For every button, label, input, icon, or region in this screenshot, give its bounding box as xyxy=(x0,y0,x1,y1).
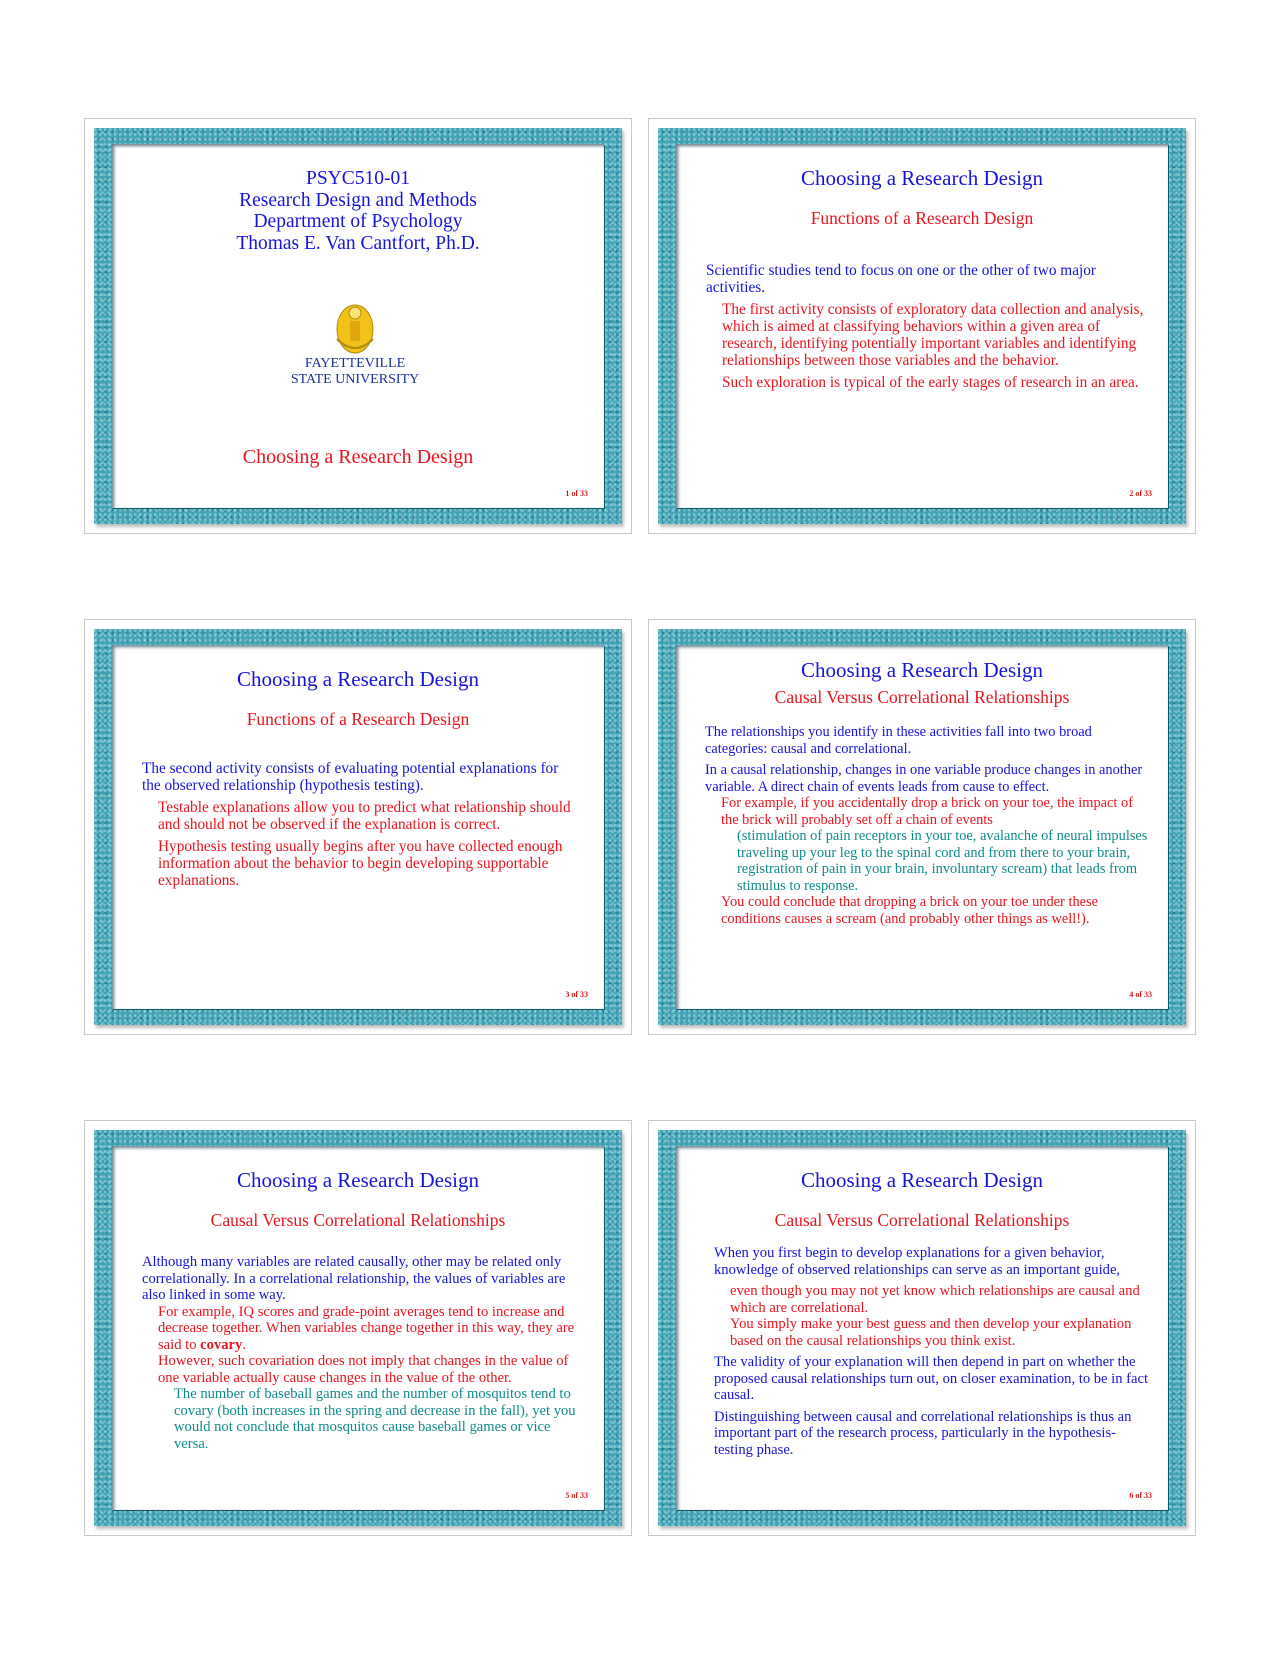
slide-title: Choosing a Research Design xyxy=(242,446,474,468)
seal-icon xyxy=(280,299,430,394)
bullet: The second activity consists of evaluating potential explanations for the observed relationship (hypothesis testing). xyxy=(142,760,559,794)
slide-frame xyxy=(94,1130,622,1526)
bullet xyxy=(142,1304,580,1354)
slide-title: Choosing a Research Design xyxy=(800,658,1044,682)
course-name: Research Design and Methods xyxy=(239,189,477,211)
bullet: Hypothesis testing usually begins after you have collected enough information about the behavior to begin developing supportable explanations. xyxy=(158,838,563,889)
slide-inner xyxy=(676,144,1168,508)
course-info xyxy=(112,168,604,254)
bullet: When you first begin to develop explanations for a given behavior, knowledge of observed relationships can serve as an important guide, xyxy=(714,1245,1121,1278)
slide-title: Choosing a Research Design xyxy=(236,1168,480,1192)
slide-inner xyxy=(112,645,604,1009)
department: Department of Psychology xyxy=(253,211,463,232)
slide-subtitle: Functions of a Research Design xyxy=(810,208,1034,228)
university-logo xyxy=(280,299,430,394)
page-number: 6 of 33 xyxy=(1129,1491,1152,1500)
slide-inner xyxy=(112,144,604,508)
slide-frame xyxy=(94,629,622,1025)
logo-line-2: STATE UNIVERSITY xyxy=(290,372,420,387)
bullet: The first activity consists of exploratory data collection and analysis, which is aimed at classifying behaviors within a given area of research, identifying potentially important variables and identifying relationships between those variables and the behavior. xyxy=(722,301,1144,369)
page-number: 5 of 33 xyxy=(565,1491,588,1500)
bullet: For example, if you accidentally drop a brick on your toe, the impact of the brick will probably set off a chain of events xyxy=(721,795,1134,828)
slide-3 xyxy=(84,619,632,1035)
bullet: Distinguishing between causal and correlational relationships is thus an important part of the research process, particularly in the hypothesis-testing phase. xyxy=(714,1408,1132,1458)
bullet: Scientific studies tend to focus on one or the other of two major activities. xyxy=(706,262,1096,296)
slide-body xyxy=(705,724,1152,927)
slide-inner xyxy=(112,1146,604,1510)
bullet: You could conclude that dropping a brick on your toe under these conditions causes a scream (and probably other things as well!). xyxy=(721,894,1099,927)
page-number: 2 of 33 xyxy=(1129,489,1152,498)
slide-body xyxy=(714,1245,1152,1458)
slide-2 xyxy=(648,118,1196,534)
bullet: The number of baseball games and the number of mosquitos tend to covary (both increases in the spring and decrease in the fall), yet you would not conclude that mosquitos cause baseball games or vice versa. xyxy=(174,1386,576,1452)
bullet: even though you may not yet know which relationships are causal and which are correlational. xyxy=(730,1283,1140,1316)
bullet-text: For example, IQ scores and grade-point averages tend to increase and decrease together. When variables change together in this way, they are said to xyxy=(158,1303,575,1353)
slide-title: Choosing a Research Design xyxy=(800,1168,1044,1192)
bullet: The validity of your explanation will then depend in part on whether the proposed causal relationships turn out, on closer examination, to be in fact causal. xyxy=(714,1354,1149,1403)
slide-inner xyxy=(676,645,1168,1009)
slide-frame xyxy=(658,128,1186,524)
slide-frame xyxy=(94,128,622,524)
covary-term: covary xyxy=(200,1336,243,1353)
logo-line-1: FAYETTEVILLE xyxy=(304,356,406,371)
slide-5 xyxy=(84,1120,632,1536)
bullet: Testable explanations allow you to predict what relationship should and should not be observed if the explanation is correct. xyxy=(158,799,571,833)
slide-inner xyxy=(676,1146,1168,1510)
slide-4 xyxy=(648,619,1196,1035)
slide-frame xyxy=(658,1130,1186,1526)
bullet: In a causal relationship, changes in one variable produce changes in another variable. A direct chain of events leads from cause to effect. xyxy=(705,762,1143,795)
bullet: Although many variables are related causally, other may be related only correlationally. In a correlational relationship, the values of variables are also linked in some way. xyxy=(142,1254,566,1303)
course-code: PSYC510-01 xyxy=(305,168,411,189)
slide-body xyxy=(142,1254,580,1452)
page-number: 3 of 33 xyxy=(565,990,588,999)
slide-body xyxy=(706,262,1146,391)
bullet: Such exploration is typical of the early stages of research in an area. xyxy=(722,374,1139,391)
slide-subtitle: Causal Versus Correlational Relationships xyxy=(774,1210,1070,1230)
period: . xyxy=(242,1336,246,1353)
instructor: Thomas E. Van Cantfort, Ph.D. xyxy=(236,232,480,254)
slide-subtitle: Causal Versus Correlational Relationships xyxy=(774,687,1070,707)
slide-subtitle: Functions of a Research Design xyxy=(246,709,470,729)
slide-title: Choosing a Research Design xyxy=(236,667,480,691)
slide-title: Choosing a Research Design xyxy=(800,166,1044,190)
slide-1 xyxy=(84,118,632,534)
page-number: 1 of 33 xyxy=(565,489,588,498)
bullet: However, such covariation does not imply that changes in the value of one variable actually cause changes in the value of the other. xyxy=(158,1353,569,1386)
slide-frame xyxy=(658,629,1186,1025)
bullet: You simply make your best guess and then develop your explanation based on the causal relationships you think exist. xyxy=(730,1316,1132,1349)
page-number: 4 of 33 xyxy=(1129,990,1152,999)
bullet: The relationships you identify in these activities fall into two broad categories: causal and correlational. xyxy=(705,724,1092,757)
bullet: (stimulation of pain receptors in your toe, avalanche of neural impulses traveling up your leg to the spinal cord and from there to your brain, registration of pain in your brain, involuntary scream) that leads from stimulus to response. xyxy=(737,828,1148,894)
slide-6 xyxy=(648,1120,1196,1536)
slide-subtitle: Causal Versus Correlational Relationships xyxy=(210,1210,506,1230)
slide-body xyxy=(142,760,576,889)
